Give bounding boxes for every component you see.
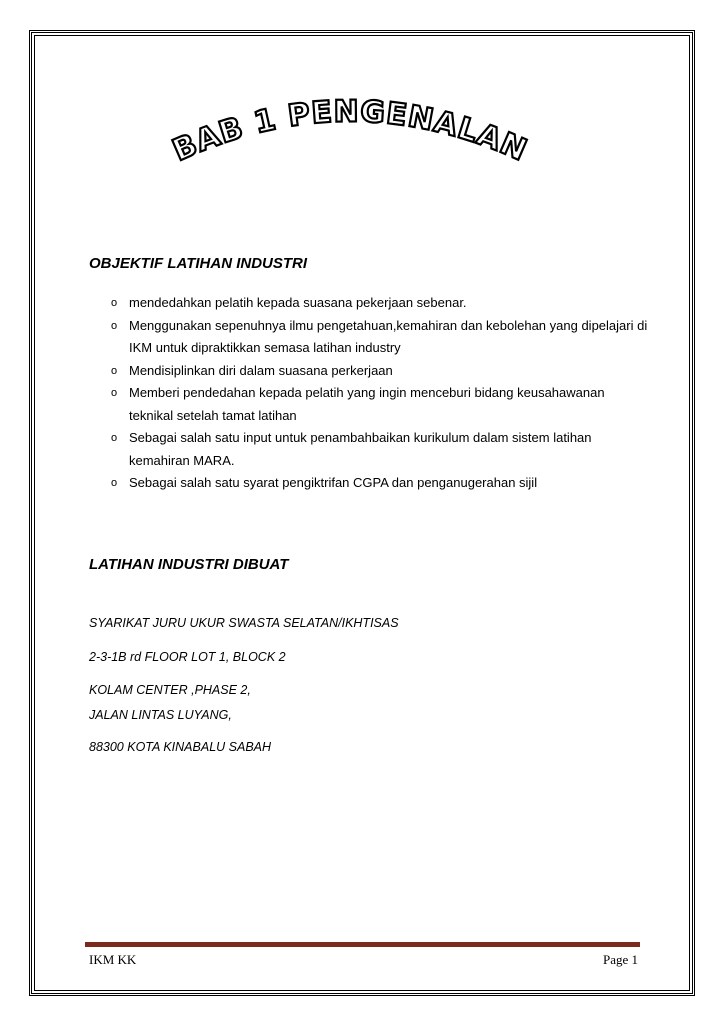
list-item-text: Sebagai salah satu input untuk penambahbaikan kurikulum dalam sistem latihan kemahiran MARA.	[129, 430, 592, 468]
wordart-title	[150, 85, 550, 195]
bullet-icon: o	[111, 364, 118, 377]
list-item-text: Memberi pendedahan kepada pelatih yang ingin menceburi bidang keusahawanan teknikal setelah tamat latihan	[129, 385, 605, 423]
section-heading-latihan: LATIHAN INDUSTRI DIBUAT	[89, 556, 289, 573]
page-number: Page 1	[602, 952, 638, 967]
list-item	[89, 292, 649, 315]
list-item	[89, 427, 649, 472]
address-line-center: KOLAM CENTER ,PHASE 2,	[89, 683, 251, 697]
bullet-icon: o	[111, 297, 118, 309]
bullet-icon: o	[111, 432, 118, 444]
list-item-text: Mendisiplinkan diri dalam suasana perkerjaan	[129, 362, 393, 378]
footer-institution: IKM KK	[89, 952, 137, 967]
section-heading-objektif: OBJEKTIF LATIHAN INDUSTRI	[89, 255, 308, 272]
title-text: BAB 1 PENGENALAN	[167, 94, 533, 169]
list-item	[89, 360, 649, 383]
list-item-text: mendedahkan pelatih kepada suasana pekerjaan sebenar.	[129, 295, 467, 310]
list-item-text: Menggunakan sepenuhnya ilmu pengetahuan,kemahiran dan kebolehan yang dipelajari di IKM untuk dipraktikkan semasa latihan industry	[129, 317, 648, 355]
address-line-city: 88300 KOTA KINABALU SABAH	[89, 740, 272, 754]
list-item	[89, 315, 649, 360]
svg-text:BAB 1 PENGENALAN	[168, 94, 533, 168]
list-item	[89, 472, 649, 495]
address-line-street: JALAN LINTAS LUYANG,	[89, 708, 232, 722]
list-item	[89, 382, 649, 427]
list-item-text: Sebagai salah satu syarat pengiktrifan CGPA dan penganugerahan sijil	[129, 475, 538, 490]
bullet-icon: o	[111, 319, 118, 332]
bullet-icon: o	[111, 477, 118, 489]
address-line-floor: 2-3-1B rd FLOOR LOT 1, BLOCK 2	[89, 650, 286, 664]
footer-rule	[85, 942, 640, 947]
bullet-icon: o	[111, 387, 118, 399]
objective-list	[89, 292, 649, 495]
address-line-company: SYARIKAT JURU UKUR SWASTA SELATAN/IKHTISAS	[89, 616, 399, 630]
